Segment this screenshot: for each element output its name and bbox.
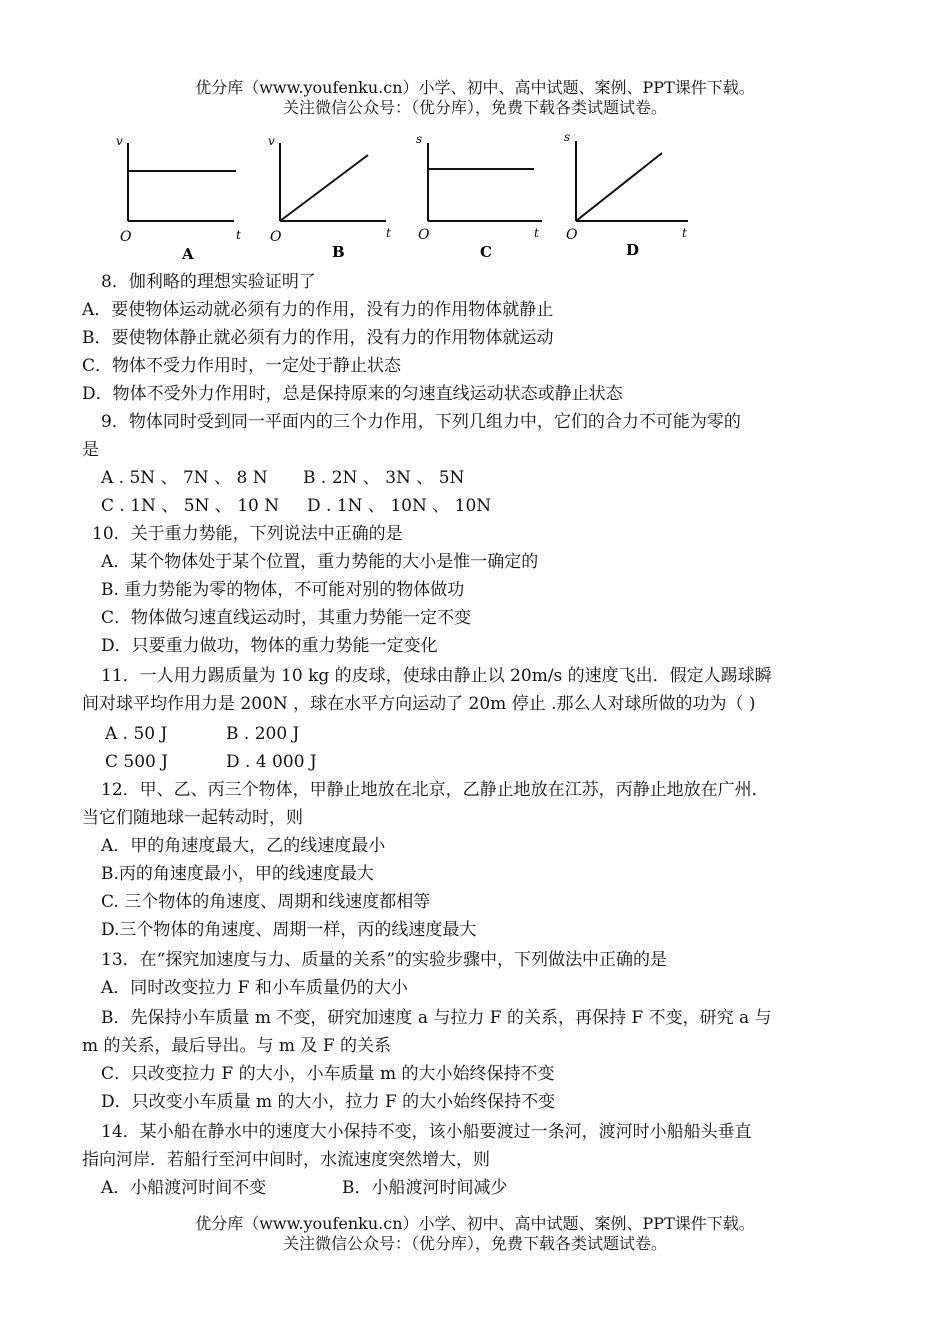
graph-a-origin: O — [120, 229, 132, 245]
q8-option-b: B．要使物体静止就必须有力的作用，没有力的作用物体就运动 — [82, 328, 554, 348]
graph-d-y-label: s — [564, 130, 571, 144]
graph-a-y-label: v — [116, 134, 123, 148]
q9-stem-cont: 是 — [82, 440, 99, 460]
q11-stem: 11．一人用力踢质量为 10 kg 的皮球，使球由静止以 20m/s 的速度飞出．假定人踢球瞬 — [101, 666, 772, 686]
q13-option-c: C．只改变拉力 F 的大小，小车质量 m 的大小始终保持不变 — [101, 1064, 555, 1084]
footer-line-1: 优分库（www.youfenku.cn）小学、初中、高中试题、案例、PPT课件下载。 — [195, 1214, 755, 1233]
q8-stem: 8．伽利略的理想实验证明了 — [101, 272, 316, 292]
q13-option-a: A．同时改变拉力 F 和小车质量仍的大小 — [101, 978, 408, 998]
q12-option-b: B.丙的角速度最小，甲的线速度最大 — [101, 864, 374, 884]
graph-d-line — [576, 153, 662, 221]
q10-stem: 10．关于重力势能，下列说法中正确的是 — [92, 524, 403, 544]
q14-stem-cont: 指向河岸．若船行至河中间时，水流速度突然增大，则 — [82, 1150, 490, 1170]
q11-option-c: C 500 J — [105, 752, 169, 772]
graph-d-origin: O — [566, 227, 578, 243]
q12-option-a: A．甲的角速度最大，乙的线速度最小 — [101, 836, 386, 856]
graph-b-origin: O — [270, 229, 282, 245]
footer-line-2: 关注微信公众号：（优分库），免费下载各类试题试卷。 — [282, 1234, 667, 1253]
graph-c — [416, 132, 542, 261]
q12-stem: 12．甲、乙、丙三个物体，甲静止地放在北京，乙静止地放在江苏，丙静止地放在广州． — [101, 780, 769, 800]
graph-d-caption: D — [626, 241, 640, 259]
q8-option-c: C．物体不受力作用时，一定处于静止状态 — [82, 356, 402, 376]
graph-a-caption: A — [182, 245, 194, 263]
graph-d — [564, 130, 688, 259]
graph-c-x-label: t — [534, 226, 539, 240]
graph-a — [116, 134, 241, 263]
graph-b-caption: B — [332, 243, 345, 261]
graph-b-y-label: v — [268, 134, 275, 148]
graph-d-x-label: t — [682, 226, 687, 240]
q9-option-b: B . 2N 、 3N 、 5N — [303, 468, 465, 488]
q14-option-a: A．小船渡河时间不变 — [101, 1178, 267, 1198]
q11-option-b: B . 200 J — [226, 724, 300, 744]
q9-option-c: C . 1N 、 5N 、 10 N — [101, 496, 280, 516]
q11-stem-cont: 间对球平均作用力是 200N ，球在水平方向运动了 20m 停止 .那么人对球所做的功为（ ) — [82, 694, 756, 714]
q9-stem: 9．物体同时受到同一平面内的三个力作用，下列几组力中，它们的合力不可能为零的 — [101, 412, 741, 432]
motion-graphs — [110, 125, 710, 265]
q8-option-d: D．物体不受外力作用时，总是保持原来的匀速直线运动状态或静止状态 — [82, 384, 623, 404]
graph-c-caption: C — [480, 243, 492, 261]
graph-c-origin: O — [418, 227, 430, 243]
q12-stem-cont: 当它们随地球一起转动时，则 — [82, 808, 303, 828]
q10-option-d: D．只要重力做功，物体的重力势能一定变化 — [101, 636, 438, 656]
q13-stem: 13．在“探究加速度与力、质量的关系”的实验步骤中，下列做法中正确的是 — [101, 950, 668, 970]
q10-option-b: B. 重力势能为零的物体，不可能对别的物体做功 — [101, 580, 465, 600]
graph-b-line — [280, 155, 368, 221]
q10-option-a: A．某个物体处于某个位置，重力势能的大小是惟一确定的 — [101, 552, 539, 572]
q12-option-d: D.三个物体的角速度、周期一样，丙的线速度最大 — [101, 920, 477, 940]
q9-option-d: D . 1N 、 10N 、 10N — [307, 496, 492, 516]
header-line-1: 优分库（www.youfenku.cn）小学、初中、高中试题、案例、PPT课件下载。 — [195, 78, 755, 97]
q12-option-c: C. 三个物体的角速度、周期和线速度都相等 — [101, 892, 431, 912]
graph-c-y-label: s — [416, 132, 423, 146]
q8-option-a: A．要使物体运动就必须有力的作用，没有力的作用物体就静止 — [82, 300, 554, 320]
graph-b-x-label: t — [386, 226, 391, 240]
q10-option-c: C．物体做匀速直线运动时，其重力势能一定不变 — [101, 608, 472, 628]
header-line-2: 关注微信公众号：（优分库），免费下载各类试题试卷。 — [282, 98, 667, 117]
q14-stem: 14．某小船在静水中的速度大小保持不变，该小船要渡过一条河，渡河时小船船头垂直 — [101, 1122, 752, 1142]
graphs-svg — [110, 125, 710, 265]
q9-option-a: A . 5N 、 7N 、 8 N — [101, 468, 268, 488]
graph-b — [268, 134, 391, 261]
q13-option-d: D．只改变小车质量 m 的大小，拉力 F 的大小始终保持不变 — [101, 1092, 556, 1112]
graph-a-x-label: t — [236, 228, 241, 242]
q13-option-b: B．先保持小车质量 m 不变，研究加速度 a 与拉力 F 的关系，再保持 F 不变，研究 a 与 — [101, 1008, 772, 1028]
q13-option-b-cont: m 的关系，最后导出。与 m 及 F 的关系 — [82, 1036, 392, 1056]
q11-option-a: A . 50 J — [105, 724, 168, 744]
q11-option-d: D . 4 000 J — [226, 752, 317, 772]
q14-option-b: B．小船渡河时间减少 — [342, 1178, 508, 1198]
